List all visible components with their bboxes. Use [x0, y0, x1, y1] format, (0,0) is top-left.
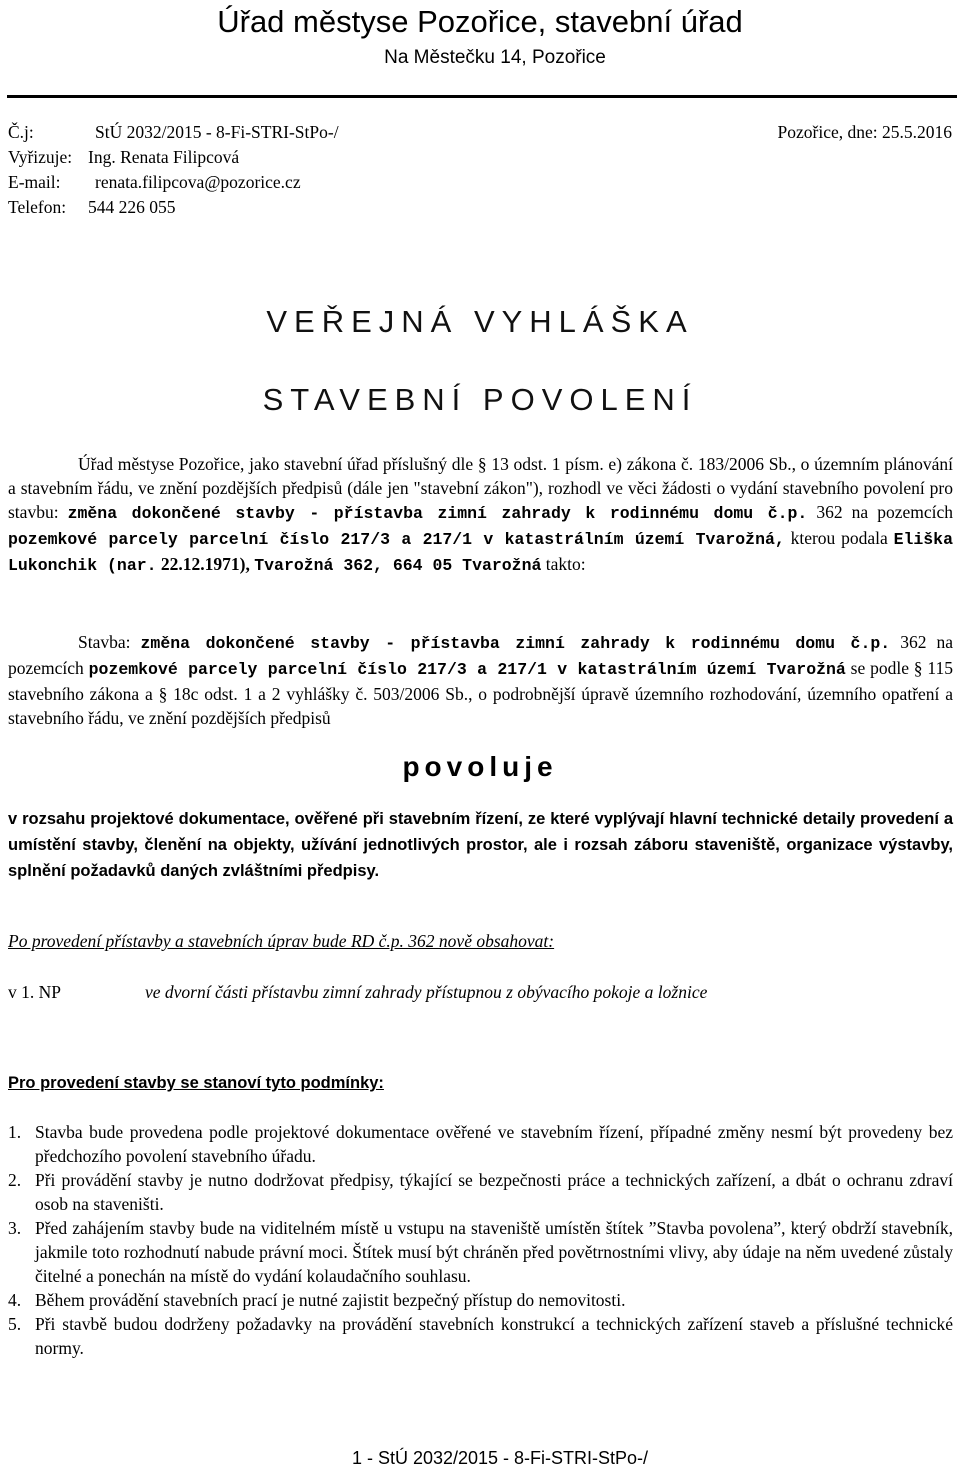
header-divider — [7, 95, 957, 98]
page-footer: 1 - StÚ 2032/2015 - 8-Fi-STRI-StPo-/ — [351, 1448, 649, 1468]
public-notice-heading: VEŘEJNÁ VYHLÁŠKA — [266, 304, 694, 339]
stavba-text-2: 362 na pozemcích — [8, 632, 953, 678]
intro-text-4: 22.12.1971), — [156, 554, 255, 574]
floor-label: v 1. NP — [8, 982, 61, 1002]
intro-bold-3: Eliška Lukonchik (nar. — [8, 530, 953, 575]
office-address: Na Městečku 14, Pozořice — [384, 47, 606, 68]
condition-item — [8, 1120, 953, 1168]
decision-heading: povoluje — [402, 751, 558, 782]
intro-bold-1: změna dokončené stavby - přístavba zimní zahrady k rodinnému domu č.p. — [67, 504, 808, 523]
permit-heading: STAVEBNÍ POVOLENÍ — [262, 382, 698, 417]
intro-text-3: kterou podala — [784, 528, 894, 548]
conditions-heading: Pro provedení stavby se stanoví tyto podmínky: — [8, 1074, 384, 1092]
condition-text: Před zahájením stavby bude na viditelném místě u vstupu na staveniště umístěn štítek ”Stavba povolena”, který obdrží stavebník, jakmile toto rozhodnutí nabude právní moci. Štítek musí být chráněn před povětrnostními vlivy, aby údaje na něm uvedené zůstaly čitelné a ponechán na místě do vydání kolaudačního souhlasu. — [35, 1218, 953, 1286]
phone-label: Telefon: — [8, 197, 67, 217]
intro-text-5: takto: — [541, 554, 586, 574]
condition-number: 2. — [8, 1170, 22, 1190]
condition-item — [8, 1168, 953, 1216]
condition-text: Při stavbě budou dodrženy požadavky na provádění stavebních konstrukcí a technických zařízení staveb a příslušné technické normy. — [35, 1314, 953, 1358]
meta-handler-row — [8, 145, 952, 170]
handler-label: Vyřizuje: — [8, 147, 73, 167]
office-title: Úřad městyse Pozořice, stavební úřad — [217, 4, 743, 39]
condition-text: Stavba bude provedena podle projektové dokumentace ověřené ve stavebním řízení, případné změny nesmí být provedeny bez předchozího povolení stavebního úřadu. — [35, 1122, 953, 1166]
condition-item — [8, 1216, 953, 1288]
stavba-bold-1: změna dokončené stavby - přístavba zimní zahrady k rodinnému domu č.p. — [140, 634, 891, 653]
stavba-bold-2: pozemkové parcely parcelní číslo 217/3 a 217/1 v katastrálním území Tvarožná — [88, 660, 846, 679]
condition-number: 4. — [8, 1290, 22, 1310]
document-meta — [8, 120, 952, 220]
handler-value: Ing. Renata Filipcová — [88, 147, 240, 167]
conditions-list — [8, 1120, 953, 1360]
condition-text: Při provádění stavby je nutno dodržovat předpisy, týkající se bezpečnosti práce a technických zařízení, a dbát o ochranu zdraví osob na staveništi. — [35, 1170, 953, 1214]
after-construction-heading: Po provedení přístavby a stavebních úprav bude RD č.p. 362 nově obsahovat: — [8, 931, 555, 951]
condition-item — [8, 1312, 953, 1360]
condition-number: 3. — [8, 1218, 22, 1238]
intro-bold-2: pozemkové parcely parcelní číslo 217/3 a 217/1 v katastrálním území Tvarožná, — [8, 530, 785, 549]
stavba-text-1: Stavba: — [78, 632, 141, 652]
intro-text-2: 362 na pozemcích — [807, 502, 953, 522]
condition-number: 1. — [8, 1122, 22, 1142]
scope-paragraph: v rozsahu projektové dokumentace, ověřené při stavebním řízení, ze které vyplývají hlavní technické detaily provedení a umístění stavby, členění na objekty, užívání jednotlivých prostor, ale i rozsah záboru staveniště, organizace výstavby, splnění požadavků daných zvláštními předpisy. — [8, 810, 953, 880]
document-date: Pozořice, dne: 25.5.2016 — [777, 122, 952, 142]
phone-value: 544 226 055 — [88, 197, 176, 217]
condition-item — [8, 1288, 953, 1312]
stavba-paragraph — [8, 630, 953, 730]
email-label: E-mail: — [8, 172, 61, 192]
intro-bold-4: Tvarožná 362, 664 05 Tvarožná — [254, 556, 542, 575]
ref-label: Č.j: — [8, 122, 34, 142]
meta-phone-row — [8, 195, 952, 220]
condition-number: 5. — [8, 1314, 22, 1334]
intro-text-1: Úřad městyse Pozořice, jako stavební úřad příslušný dle § 13 odst. 1 písm. e) zákona č. 183/2006 Sb., o územním plánování a stavebním řádu, ve znění pozdějších předpisů (dále jen "stavební zákon"), rozhodl ve věci žádosti o vydání stavebního povolení pro stavbu: — [8, 454, 953, 522]
meta-email-row — [8, 170, 952, 195]
condition-text: Během provádění stavebních prací je nutné zajistit bezpečný přístup do nemovitosti. — [35, 1290, 626, 1310]
intro-paragraph — [8, 452, 953, 578]
meta-ref-row — [8, 120, 952, 145]
email-value[interactable]: renata.filipcova@pozorice.cz — [95, 172, 301, 192]
stavba-text-3: se podle § 115 stavebního zákona a § 18c odst. 1 a 2 vyhlášky č. 503/2006 Sb., o podrobnější úpravě územního rozhodování, územního opatření a stavebního řádu, ve znění pozdějších předpisů — [8, 658, 953, 728]
ref-value: StÚ 2032/2015 - 8-Fi-STRI-StPo-/ — [95, 122, 339, 142]
floor-description: ve dvorní části přístavbu zimní zahrady přístupnou z obývacího pokoje a ložnice — [145, 982, 708, 1002]
